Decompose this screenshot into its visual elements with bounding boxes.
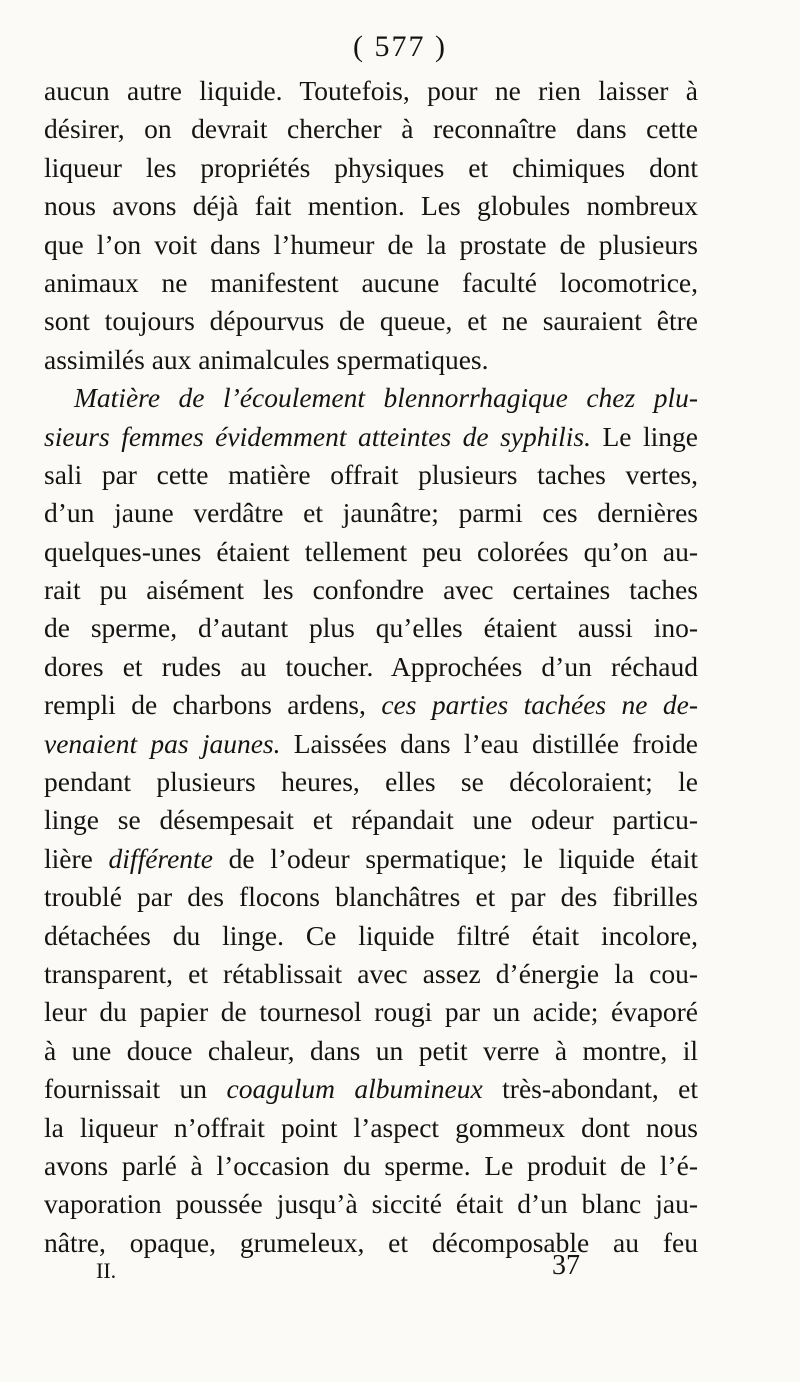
text-line [44, 533, 698, 571]
text-line [44, 993, 698, 1031]
text-run: quelques-unes étaient tellement peu colorées qu’on au- [44, 535, 698, 567]
text-run: assimilés aux animalcules spermatiques. [44, 343, 489, 375]
text-run: liqueur les propriétés physiques et chimiques dont [44, 151, 698, 183]
text-line [44, 609, 698, 647]
text-line [44, 264, 698, 302]
text-line [44, 1032, 698, 1070]
text-run: avons parlé à l’occasion du sperme. Le produit de l’é- [44, 1149, 698, 1181]
text-run: à une douce chaleur, dans un petit verre à montre, il [44, 1034, 698, 1066]
text-run: d’un jaune verdâtre et jaunâtre; parmi ces dernières [44, 497, 698, 529]
page-number: ( 577 ) [353, 30, 447, 63]
text-run: vaporation poussée jusqu’à siccité était d’un blanc jau- [44, 1188, 698, 1220]
text-line [44, 341, 698, 379]
italic-run: ces parties tachées ne de- [381, 689, 698, 721]
text-line [44, 1070, 698, 1108]
text-run: fournissait un [44, 1073, 227, 1105]
text-line [44, 110, 698, 148]
text-line [44, 379, 698, 417]
italic-run: Matière de l’écoulement blennorrhagique chez plu- [74, 382, 698, 414]
text-line [44, 725, 698, 763]
text-run: lière [44, 842, 109, 874]
text-line [44, 648, 698, 686]
italic-run: différente [108, 842, 213, 874]
text-run: que l’on voit dans l’humeur de la prostate de plusieurs [44, 228, 698, 260]
text-line [44, 226, 698, 264]
text-run: désirer, on devrait chercher à reconnaître dans cette [44, 113, 698, 145]
text-line [44, 1147, 698, 1185]
text-line [44, 1109, 698, 1147]
italic-run: venaient pas jaunes. [44, 727, 281, 759]
text-run: sali par cette matière offrait plusieurs taches vertes, [44, 458, 698, 490]
text-line [44, 686, 698, 724]
text-line [44, 149, 698, 187]
text-line [44, 1185, 698, 1223]
text-line [44, 571, 698, 609]
text-run: leur du papier de tournesol rougi par un acide; évaporé [44, 996, 698, 1028]
text-run: Laissées dans l’eau distillée froide [280, 727, 698, 759]
text-run: rait pu aisément les confondre avec certaines taches [44, 574, 698, 606]
text-run: détachées du linge. Ce liquide filtré était incolore, [44, 919, 698, 951]
text-run: dores et rudes au toucher. Approchées d’un réchaud [44, 650, 698, 682]
text-run: sont toujours dépourvus de queue, et ne sauraient être [44, 305, 698, 337]
signature-mark: II. [96, 1258, 117, 1283]
text-line [44, 187, 698, 225]
text-line [44, 878, 698, 916]
text-line [44, 72, 698, 110]
text-run: linge se désempesait et répandait une odeur particu- [44, 804, 698, 836]
text-run: nâtre, opaque, grumeleux, et décomposable au feu [44, 1226, 698, 1258]
text-run: troublé par des flocons blanchâtres et par des fibrilles [44, 881, 698, 913]
text-run: rempli de charbons ardens, [44, 689, 382, 721]
text-run: pendant plusieurs heures, elles se décoloraient; le [44, 766, 698, 798]
text-run: nous avons déjà fait mention. Les globules nombreux [44, 190, 698, 222]
text-run: transparent, et rétablissait avec assez d’énergie la cou- [44, 957, 698, 989]
italic-run: coagulum albumineux [226, 1073, 483, 1105]
text-line [44, 917, 698, 955]
text-run: animaux ne manifestent aucune faculté locomotrice, [44, 266, 698, 298]
gathering-number: 37 [552, 1250, 580, 1281]
text-run: de sperme, d’autant plus qu’elles étaient aussi ino- [44, 612, 698, 644]
body-text [44, 72, 698, 1262]
text-line [44, 801, 698, 839]
italic-run: sieurs femmes évidemment atteintes de syphilis. [44, 420, 592, 452]
text-run: Le linge [591, 420, 698, 452]
text-line [44, 763, 698, 801]
text-run: aucun autre liquide. Toutefois, pour ne rien laisser à [44, 75, 698, 106]
text-run: de l’odeur spermatique; le liquide était [212, 842, 698, 874]
text-line [44, 456, 698, 494]
text-line [44, 418, 698, 456]
text-run: très-abondant, et [482, 1073, 698, 1105]
text-line [44, 302, 698, 340]
text-run: la liqueur n’offrait point l’aspect gommeux dont nous [44, 1111, 698, 1143]
text-line [44, 494, 698, 532]
page-footer [0, 1250, 800, 1290]
text-line [44, 955, 698, 993]
text-line [44, 840, 698, 878]
